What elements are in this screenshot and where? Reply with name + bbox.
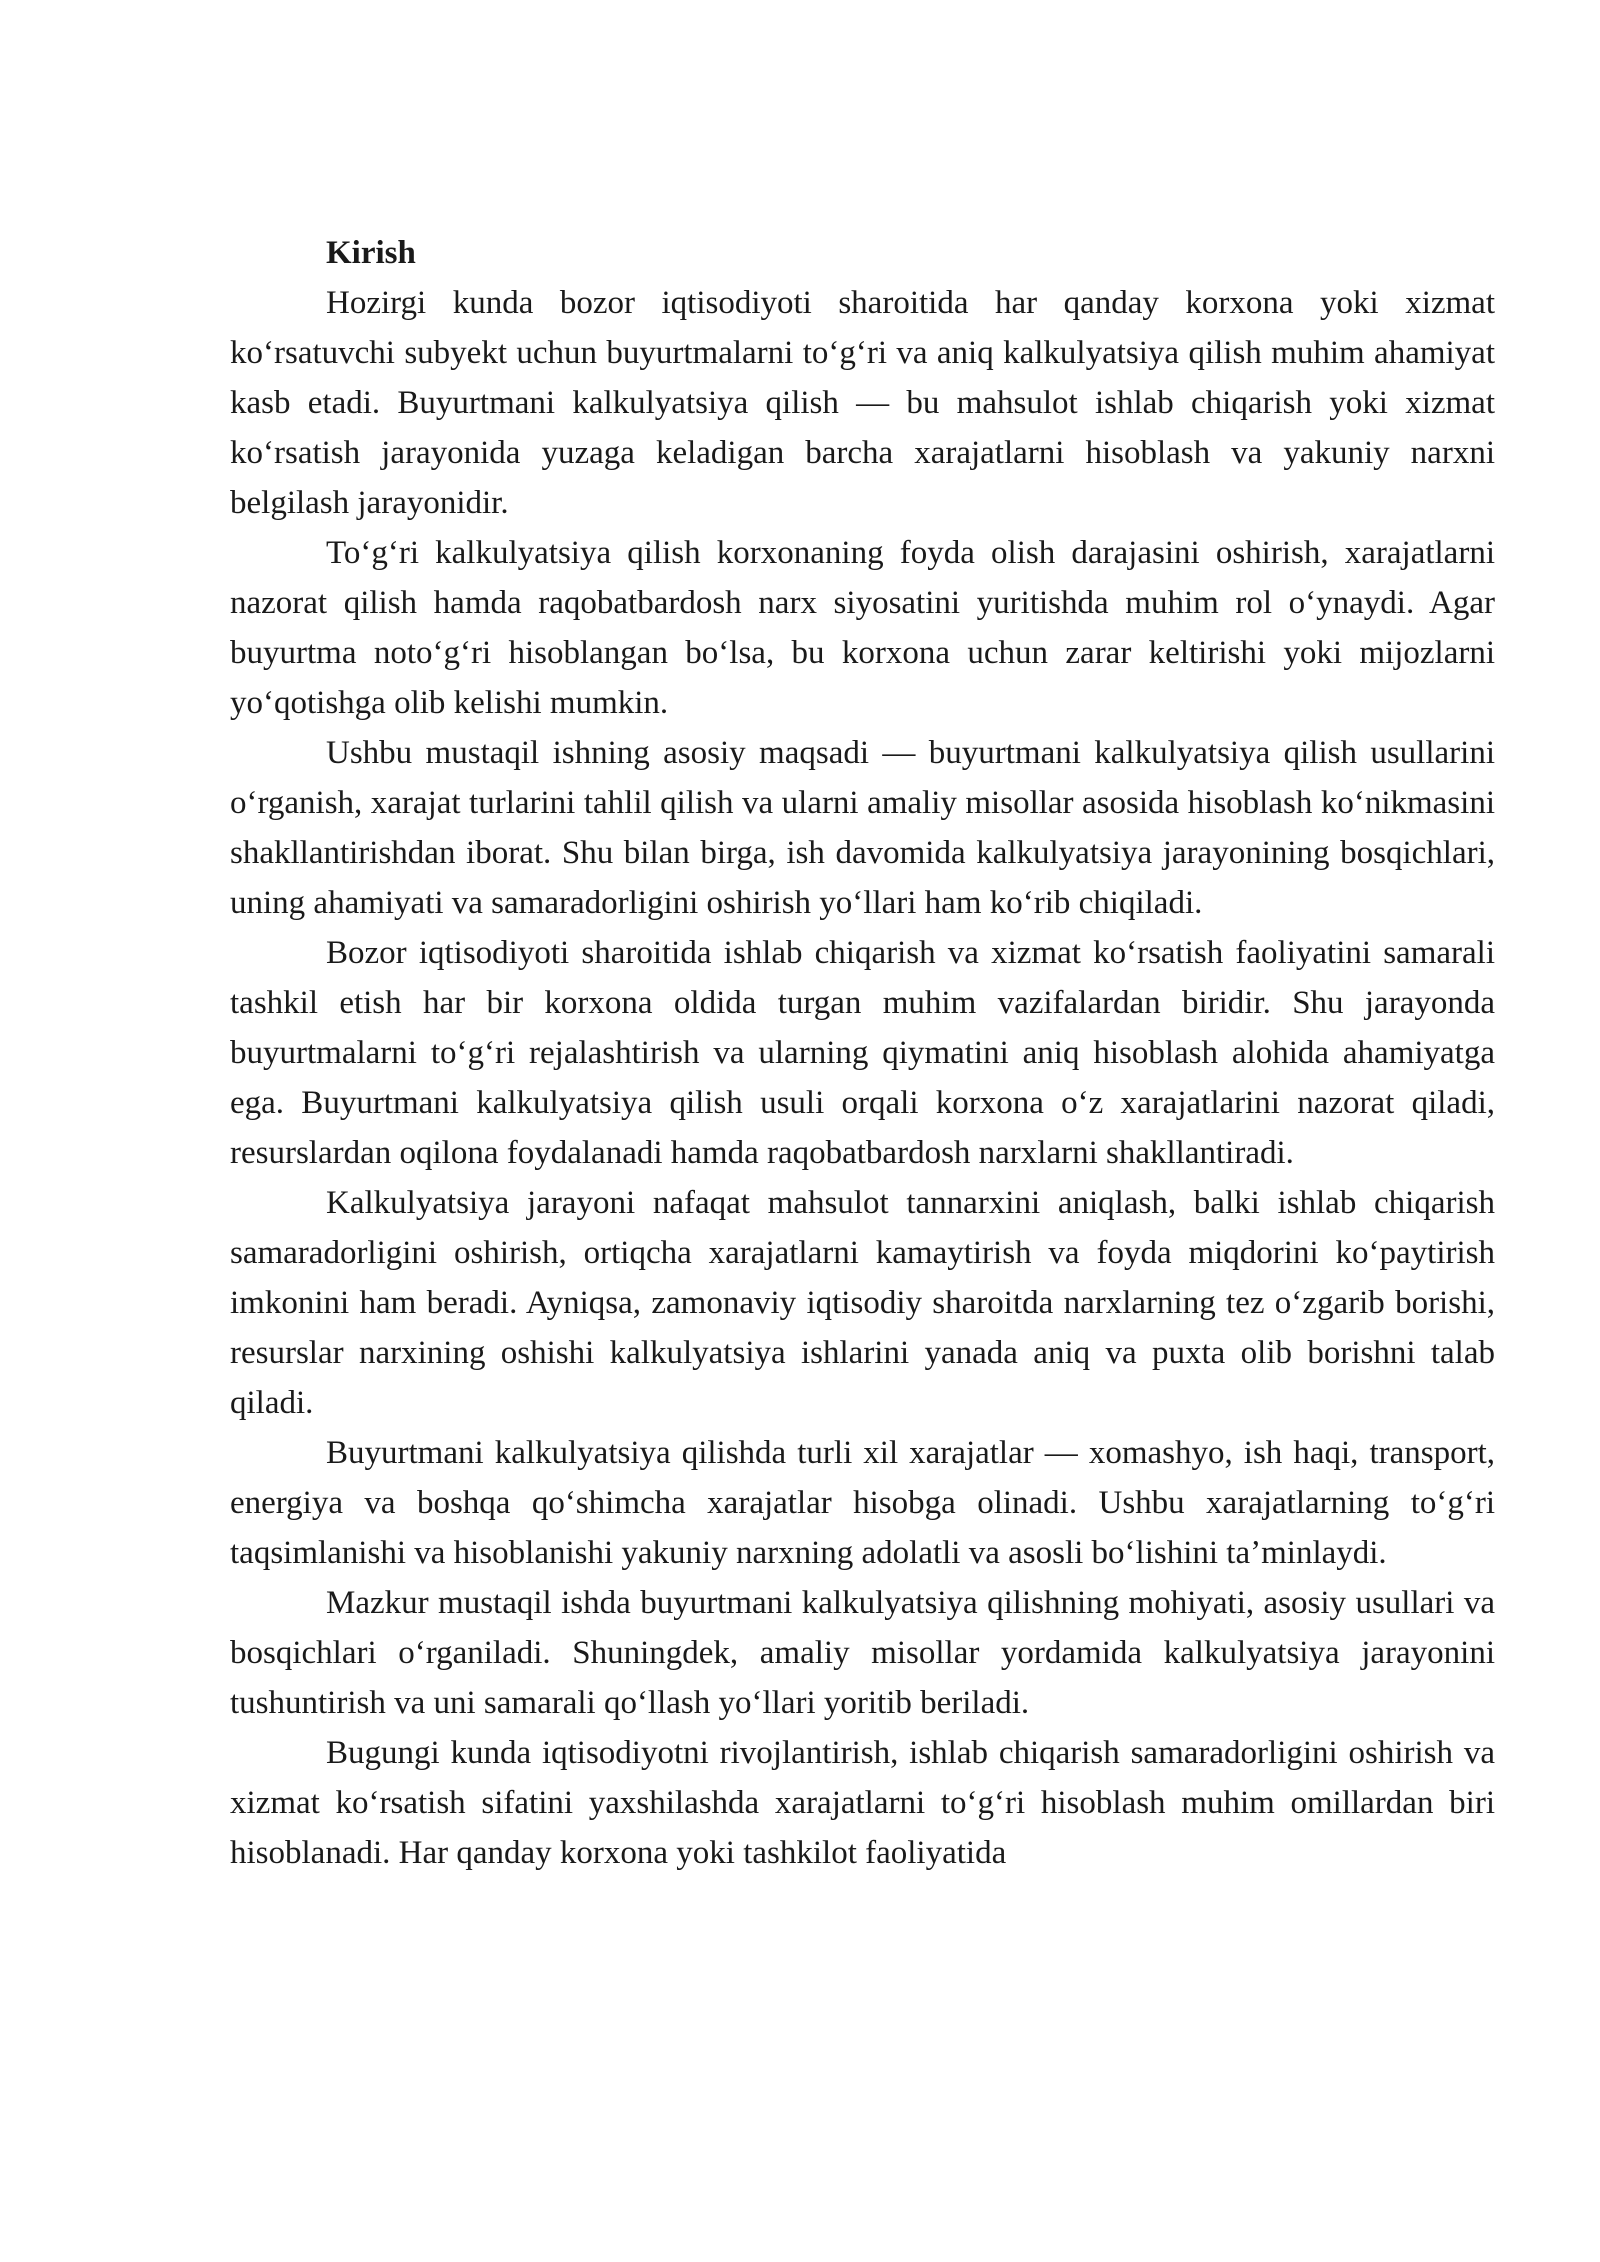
paragraph-5: Kalkulyatsiya jarayoni nafaqat mahsulot tannarxini aniqlash, balki ishlab chiqarish samaradorligini oshirish, ortiqcha xarajatlarni kamaytirish va foyda miqdorini koʻpaytirish imkonini ham beradi. Ayniqsa, zamonaviy iqtisodiy sharoitda narxlarning tez oʻzgarib borishi, resurslar narxining oshishi kalkulyatsiya ishlarini yanada aniq va puxta olib borishni talab qiladi. xyxy=(230,1185,1495,1421)
section-heading: Kirish xyxy=(326,235,416,271)
paragraph-8: Bugungi kunda iqtisodiyotni rivojlantirish, ishlab chiqarish samaradorligini oshirish va xizmat koʻrsatish sifatini yaxshilashda xarajatlarni toʻgʻri hisoblash muhim omillardan biri hisoblanadi. Har qanday korxona yoki tashkilot faoliyatida xyxy=(230,1735,1495,1871)
paragraph-4: Bozor iqtisodiyoti sharoitida ishlab chiqarish va xizmat koʻrsatish faoliyatini samarali tashkil etish har bir korxona oldida turgan muhim vazifalardan biridir. Shu jarayonda buyurtmalarni toʻgʻri rejalashtirish va ularning qiymatini aniq hisoblash alohida ahamiyatga ega. Buyurtmani kalkulyatsiya qilish usuli orqali korxona oʻz xarajatlarini nazorat qiladi, resurslardan oqilona foydalanadi hamda raqobatbardosh narxlarni shakllantiradi. xyxy=(230,935,1495,1171)
paragraph-3: Ushbu mustaqil ishning asosiy maqsadi — buyurtmani kalkulyatsiya qilish usullarini oʻrganish, xarajat turlarini tahlil qilish va ularni amaliy misollar asosida hisoblash koʻnikmasini shakllantirishdan iborat. Shu bilan birga, ish davomida kalkulyatsiya jarayonining bosqichlari, uning ahamiyati va samaradorligini oshirish yoʻllari ham koʻrib chiqiladi. xyxy=(230,735,1495,921)
paragraph-2: Toʻgʻri kalkulyatsiya qilish korxonaning foyda olish darajasini oshirish, xarajatlarni nazorat qilish hamda raqobatbardosh narx siyosatini yuritishda muhim rol oʻynaydi. Agar buyurtma notoʻgʻri hisoblangan boʻlsa, bu korxona uchun zarar keltirishi yoki mijozlarni yoʻqotishga olib kelishi mumkin. xyxy=(230,535,1495,721)
paragraph-7: Mazkur mustaqil ishda buyurtmani kalkulyatsiya qilishning mohiyati, asosiy usullari va bosqichlari oʻrganiladi. Shuningdek, amaliy misollar yordamida kalkulyatsiya jarayonini tushuntirish va uni samarali qoʻllash yoʻllari yoritib beriladi. xyxy=(230,1585,1495,1721)
document-page xyxy=(230,228,1495,1878)
paragraph-1: Hozirgi kunda bozor iqtisodiyoti sharoitida har qanday korxona yoki xizmat koʻrsatuvchi subyekt uchun buyurtmalarni toʻgʻri va aniq kalkulyatsiya qilish muhim ahamiyat kasb etadi. Buyurtmani kalkulyatsiya qilish — bu mahsulot ishlab chiqarish yoki xizmat koʻrsatish jarayonida yuzaga keladigan barcha xarajatlarni hisoblash va yakuniy narxni belgilash jarayonidir. xyxy=(230,285,1495,521)
paragraph-6: Buyurtmani kalkulyatsiya qilishda turli xil xarajatlar — xomashyo, ish haqi, transport, energiya va boshqa qoʻshimcha xarajatlar hisobga olinadi. Ushbu xarajatlarning toʻgʻri taqsimlanishi va hisoblanishi yakuniy narxning adolatli va asosli boʻlishini taʼminlaydi. xyxy=(230,1435,1495,1571)
